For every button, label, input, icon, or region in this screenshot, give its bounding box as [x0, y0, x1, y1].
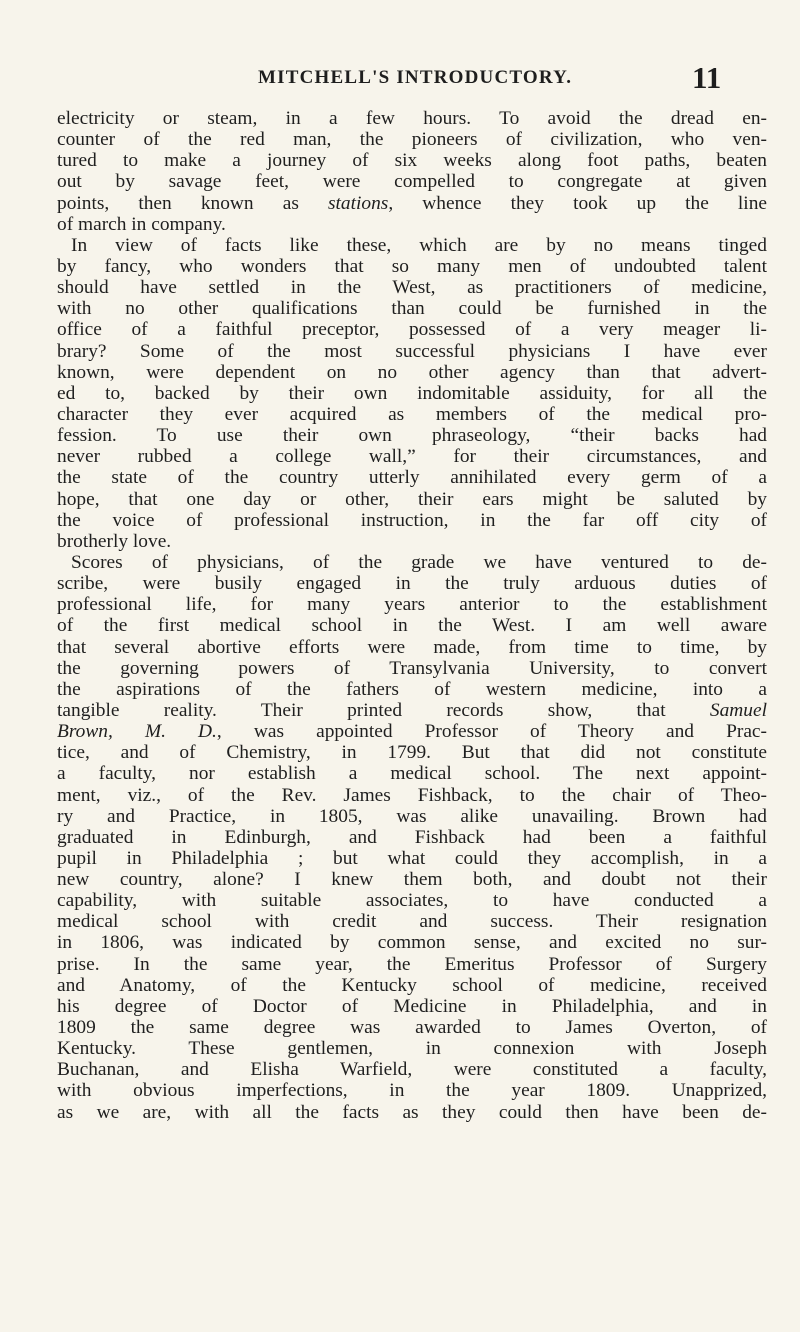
text-segment: and Anatomy, of the Kentucky school of medicine, received — [57, 974, 767, 996]
text-line — [57, 108, 767, 129]
text-segment: hope, that one day or other, their ears might be saluted by — [57, 488, 767, 510]
text-line — [57, 1059, 767, 1080]
text-line — [57, 531, 767, 552]
text-line — [57, 911, 767, 932]
text-segment: known, were dependent on no other agency than that advert- — [57, 361, 767, 383]
italic-text: Brown, M. D. — [57, 721, 217, 743]
text-segment: character they ever acquired as members of the medical pro- — [57, 403, 767, 425]
text-line — [57, 277, 767, 298]
text-line — [57, 552, 767, 573]
text-segment: in 1806, was indicated by common sense, and excited no sur- — [57, 932, 767, 954]
text-segment: , was appointed Professor of Theory and Prac- — [216, 721, 767, 743]
text-segment: capability, with suitable associates, to have conducted a — [57, 890, 767, 912]
text-segment: with no other qualifications than could be furnished in the — [57, 298, 767, 320]
text-segment: the state of the country utterly annihilated every germ of a — [57, 467, 767, 489]
text-segment: tangible reality. Their printed records show, that — [57, 699, 710, 721]
text-line — [57, 637, 767, 658]
italic-text: stations — [327, 192, 389, 214]
text-line — [57, 679, 767, 700]
text-line — [57, 319, 767, 340]
text-segment: the voice of professional instruction, in the far off city of — [57, 509, 767, 531]
text-line — [57, 425, 767, 446]
text-line — [57, 404, 767, 425]
text-line — [57, 129, 767, 150]
text-segment: never rubbed a college wall,” for their circumstances, and — [57, 446, 767, 468]
text-segment: brotherly love. — [57, 530, 172, 552]
text-segment: the governing powers of Transylvania University, to convert — [57, 657, 767, 679]
italic-text: Samuel — [709, 699, 767, 721]
text-line — [57, 171, 767, 192]
text-segment: of march in company. — [57, 213, 226, 235]
text-line — [57, 975, 767, 996]
text-segment: tice, and of Chemistry, in 1799. But that did not constitute — [57, 742, 767, 764]
text-line — [57, 573, 767, 594]
text-segment: Kentucky. These gentlemen, in connexion with Joseph — [57, 1038, 767, 1060]
text-line — [57, 467, 767, 488]
text-segment: office of a faithful preceptor, possessed of a very meager li- — [57, 319, 767, 341]
text-segment: fession. To use their own phraseology, “their backs had — [57, 425, 767, 447]
text-line — [57, 383, 767, 404]
text-line — [57, 1080, 767, 1101]
text-segment: In view of facts like these, which are by no means tinged — [71, 234, 767, 256]
text-segment: that several abortive efforts were made, from time to time, by — [57, 636, 767, 658]
text-segment: points, then known as — [57, 192, 328, 214]
text-line — [57, 932, 767, 953]
text-segment: ry and Practice, in 1805, was alike unavailing. Brown had — [57, 805, 767, 827]
text-line — [57, 658, 767, 679]
text-segment: professional life, for many years anterior to the establishment — [57, 594, 767, 616]
text-line — [57, 214, 767, 235]
text-segment: ed to, backed by their own indomitable assiduity, for all the — [57, 382, 767, 404]
text-segment: out by savage feet, were compelled to congregate at given — [57, 171, 767, 193]
text-line — [57, 1102, 767, 1123]
text-line — [57, 996, 767, 1017]
text-segment: of the first medical school in the West. I am well aware — [57, 615, 767, 637]
text-segment: counter of the red man, the pioneers of civilization, who ven- — [57, 129, 767, 151]
text-segment: by fancy, who wonders that so many men of undoubted talent — [57, 255, 767, 277]
text-line — [57, 700, 767, 721]
text-line — [57, 193, 767, 214]
text-line — [57, 890, 767, 911]
text-segment: Scores of physicians, of the grade we have ventured to de- — [71, 551, 767, 573]
text-segment: brary? Some of the most successful physicians I have ever — [57, 340, 767, 362]
text-line — [57, 1038, 767, 1059]
text-segment: medical school with credit and success. Their resignation — [57, 911, 767, 933]
text-segment: a faculty, nor establish a medical school. The next appoint- — [57, 763, 767, 785]
text-segment: the aspirations of the fathers of western medicine, into a — [57, 678, 767, 700]
running-title: MITCHELL'S INTRODUCTORY. — [258, 67, 573, 88]
text-line — [57, 763, 767, 784]
running-head — [0, 60, 800, 100]
text-line — [57, 721, 767, 742]
text-line — [57, 341, 767, 362]
text-segment: as we are, with all the facts as they could then have been de- — [57, 1101, 767, 1123]
text-line — [57, 594, 767, 615]
text-line — [57, 1017, 767, 1038]
text-segment: 1809 the same degree was awarded to James Overton, of — [57, 1017, 767, 1039]
text-line — [57, 298, 767, 319]
text-segment: scribe, were busily engaged in the truly arduous duties of — [57, 573, 767, 595]
text-line — [57, 954, 767, 975]
text-segment: ment, viz., of the Rev. James Fishback, to the chair of Theo- — [57, 784, 767, 806]
text-segment: graduated in Edinburgh, and Fishback had been a faithful — [57, 826, 767, 848]
text-segment: his degree of Doctor of Medicine in Philadelphia, and in — [57, 995, 767, 1017]
text-segment: should have settled in the West, as practitioners of medicine, — [57, 277, 767, 299]
text-line — [57, 827, 767, 848]
text-line — [57, 256, 767, 277]
body-text — [57, 108, 767, 1123]
text-line — [57, 785, 767, 806]
text-segment: pupil in Philadelphia ; but what could they accomplish, in a — [57, 847, 767, 869]
text-line — [57, 806, 767, 827]
text-line — [57, 848, 767, 869]
text-segment: Buchanan, and Elisha Warfield, were constituted a faculty, — [57, 1059, 767, 1081]
text-line — [57, 235, 767, 256]
text-line — [57, 489, 767, 510]
page-number: 11 — [692, 60, 722, 95]
text-segment: electricity or steam, in a few hours. To avoid the dread en- — [57, 108, 767, 129]
text-line — [57, 510, 767, 531]
text-segment: new country, alone? I knew them both, and doubt not their — [57, 869, 767, 891]
text-segment: , whence they took up the line — [388, 192, 767, 214]
text-segment: with obvious imperfections, in the year 1809. Unapprized, — [57, 1080, 767, 1102]
text-segment: tured to make a journey of six weeks along foot paths, beaten — [57, 150, 767, 172]
text-line — [57, 742, 767, 763]
text-line — [57, 362, 767, 383]
text-line — [57, 615, 767, 636]
text-line — [57, 150, 767, 171]
text-line — [57, 869, 767, 890]
text-line — [57, 446, 767, 467]
text-segment: prise. In the same year, the Emeritus Professor of Surgery — [57, 953, 767, 975]
